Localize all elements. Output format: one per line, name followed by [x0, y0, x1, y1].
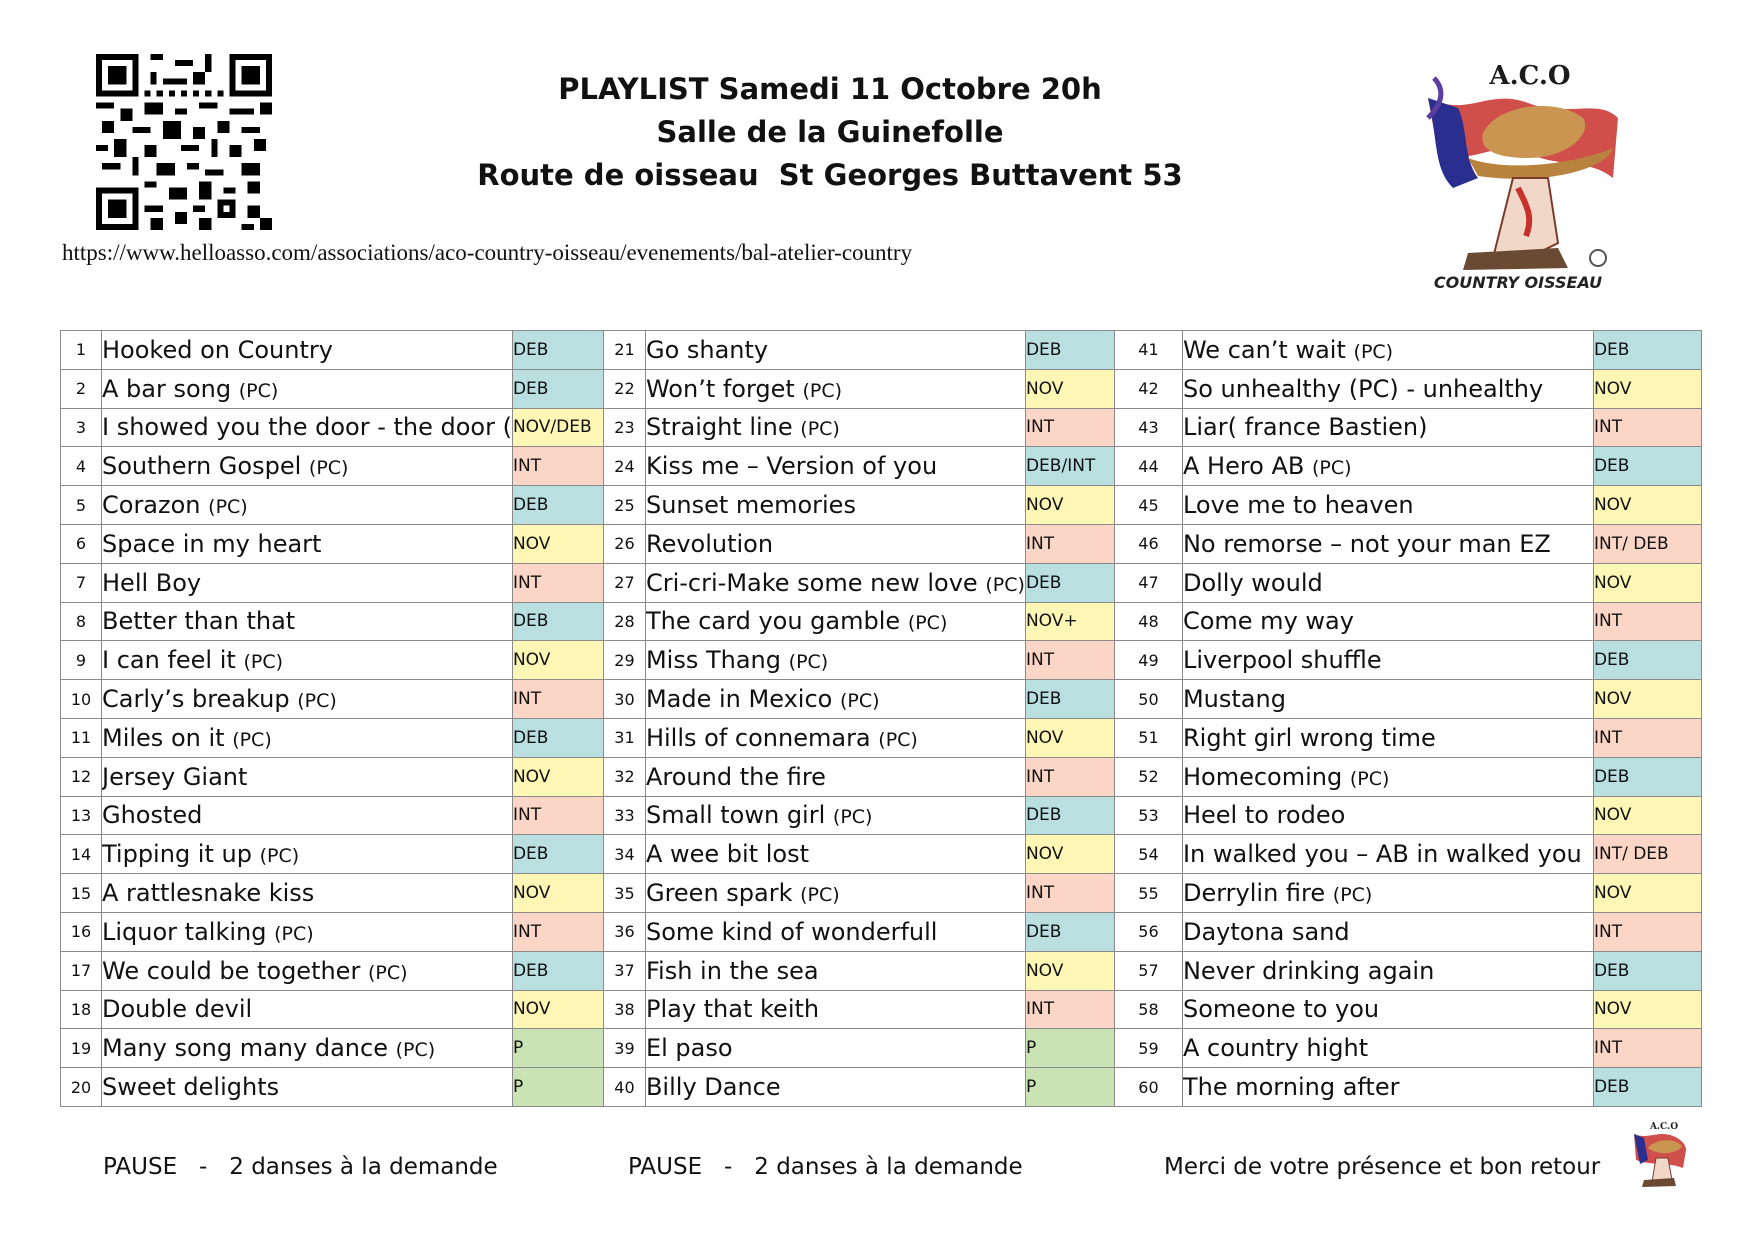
- song-number: 12: [61, 757, 102, 796]
- song-number: 22: [603, 369, 645, 408]
- song-number: 44: [1114, 447, 1182, 486]
- song-number: 53: [1114, 796, 1182, 835]
- song-title: [102, 1068, 513, 1107]
- pc-tag: (PC): [1312, 457, 1352, 480]
- song-number: 28: [603, 602, 645, 641]
- song-title: [1182, 408, 1593, 447]
- level-badge: INT/ DEB: [1593, 835, 1701, 874]
- song-title: [645, 563, 1025, 602]
- song-title-text: I showed you the door - the door (: [102, 413, 512, 442]
- song-number: 17: [61, 951, 102, 990]
- song-number: 52: [1114, 757, 1182, 796]
- song-title-text: Liverpool shuffle: [1182, 646, 1382, 675]
- song-title: [1182, 835, 1593, 874]
- song-title-text: A country hight: [1182, 1034, 1369, 1063]
- song-number: 24: [603, 447, 645, 486]
- song-number: 9: [61, 641, 102, 680]
- song-title: [102, 680, 513, 719]
- pc-tag: (PC): [395, 1039, 436, 1062]
- level-badge: NOV: [512, 524, 603, 563]
- level-badge: NOV: [512, 757, 603, 796]
- song-title-text: Daytona sand: [1182, 917, 1350, 946]
- song-number: 10: [61, 680, 102, 719]
- song-title: [1182, 796, 1593, 835]
- level-badge: DEB: [512, 369, 603, 408]
- event-title: PLAYLIST Samedi 11 Octobre 20h: [558, 72, 1102, 106]
- level-badge: DEB: [1025, 331, 1114, 370]
- table-row: [61, 718, 1702, 757]
- song-title-text: Corazon: [102, 491, 201, 520]
- song-number: 46: [1114, 524, 1182, 563]
- level-badge: NOV: [1025, 369, 1114, 408]
- table-row: [61, 835, 1702, 874]
- table-row: [61, 641, 1702, 680]
- song-title-text: A bar song: [102, 374, 232, 403]
- table-row: [61, 1068, 1702, 1107]
- song-number: 57: [1114, 951, 1182, 990]
- song-number: 32: [603, 757, 645, 796]
- table-row: [61, 331, 1702, 370]
- table-row: [61, 912, 1702, 951]
- logo-title: A.C.O: [1489, 61, 1571, 91]
- song-title: [102, 408, 513, 447]
- level-badge: NOV: [512, 990, 603, 1029]
- song-title-text: Homecoming: [1182, 762, 1343, 791]
- level-badge: INT: [1025, 641, 1114, 680]
- song-title: [1182, 718, 1593, 757]
- song-title-text: Sweet delights: [102, 1073, 280, 1102]
- song-number: 3: [61, 408, 102, 447]
- table-row: [61, 796, 1702, 835]
- level-badge: NOV: [1593, 486, 1701, 525]
- song-title: [1182, 641, 1593, 680]
- song-title: [1182, 912, 1593, 951]
- table-row: [61, 563, 1702, 602]
- song-title-text: Derrylin fire: [1182, 879, 1326, 908]
- song-number: 27: [603, 563, 645, 602]
- song-title: [1182, 951, 1593, 990]
- level-badge: NOV: [1593, 563, 1701, 602]
- qr-code-icon: [96, 54, 272, 230]
- song-title: [102, 835, 513, 874]
- level-badge: P: [1025, 1068, 1114, 1107]
- song-number: 60: [1114, 1068, 1182, 1107]
- pc-tag: (PC): [232, 728, 272, 751]
- level-badge: P: [512, 1068, 603, 1107]
- level-badge: INT: [512, 563, 603, 602]
- song-title: [1182, 757, 1593, 796]
- song-title: [645, 835, 1025, 874]
- song-title: [102, 874, 513, 913]
- song-title-text: Tipping it up: [102, 840, 252, 869]
- song-title: [1182, 680, 1593, 719]
- pc-tag: (PC): [259, 845, 300, 868]
- song-title: [645, 447, 1025, 486]
- pc-tag: (PC): [802, 379, 843, 402]
- song-title-text: Heel to rodeo: [1182, 801, 1346, 830]
- song-number: 2: [61, 369, 102, 408]
- song-title-text: Many song many dance: [102, 1034, 388, 1063]
- level-badge: INT/ DEB: [1593, 524, 1701, 563]
- table-row: [61, 408, 1702, 447]
- pause-note-2: PAUSE - 2 danses à la demande: [628, 1154, 1023, 1180]
- level-badge: NOV: [1593, 680, 1701, 719]
- level-badge: INT: [512, 447, 603, 486]
- song-title: [102, 602, 513, 641]
- pc-tag: (PC): [1349, 767, 1390, 790]
- song-number: 29: [603, 641, 645, 680]
- level-badge: INT: [512, 796, 603, 835]
- table-row: [61, 951, 1702, 990]
- song-number: 34: [603, 835, 645, 874]
- table-row: [61, 680, 1702, 719]
- pc-tag: (PC): [297, 690, 337, 713]
- level-badge: INT: [1025, 524, 1114, 563]
- level-badge: INT: [1593, 408, 1701, 447]
- pc-tag: (PC): [788, 651, 829, 674]
- song-title: [1182, 874, 1593, 913]
- song-title: [645, 1029, 1025, 1068]
- level-badge: DEB: [1593, 951, 1701, 990]
- song-number: 37: [603, 951, 645, 990]
- level-badge: DEB: [512, 331, 603, 370]
- song-title: [645, 1068, 1025, 1107]
- song-title-text: Dolly would: [1182, 568, 1323, 597]
- level-badge: NOV: [1025, 951, 1114, 990]
- level-badge: DEB: [1593, 757, 1701, 796]
- song-title-text: Go shanty: [645, 335, 769, 364]
- song-title-text: Made in Mexico: [645, 685, 833, 714]
- song-number: 39: [603, 1029, 645, 1068]
- song-number: 48: [1114, 602, 1182, 641]
- song-number: 49: [1114, 641, 1182, 680]
- song-title: [1182, 331, 1593, 370]
- level-badge: DEB: [1593, 1068, 1701, 1107]
- song-title: [645, 486, 1025, 525]
- venue-address: Route de oisseau St Georges Buttavent 53: [477, 158, 1183, 192]
- level-badge: INT: [1025, 408, 1114, 447]
- song-number: 41: [1114, 331, 1182, 370]
- song-title-text: Right girl wrong time: [1182, 723, 1436, 752]
- song-title-text: Revolution: [645, 529, 774, 558]
- song-title: [102, 369, 513, 408]
- song-title: [102, 331, 513, 370]
- song-title-text: Billy Dance: [645, 1073, 781, 1102]
- song-number: 19: [61, 1029, 102, 1068]
- pause-note-1: PAUSE - 2 danses à la demande: [103, 1154, 498, 1180]
- level-badge: NOV/DEB: [512, 408, 603, 447]
- table-row: [61, 486, 1702, 525]
- pc-tag: (PC): [208, 496, 248, 519]
- song-number: 15: [61, 874, 102, 913]
- aco-logo-icon: [1408, 58, 1630, 294]
- pc-tag: (PC): [274, 922, 314, 945]
- song-number: 55: [1114, 874, 1182, 913]
- song-title: [1182, 1068, 1593, 1107]
- song-title-text: Hell Boy: [102, 568, 202, 597]
- song-title: [102, 951, 513, 990]
- level-badge: NOV: [1593, 796, 1701, 835]
- song-number: 4: [61, 447, 102, 486]
- pc-tag: (PC): [238, 379, 279, 402]
- song-title: [645, 602, 1025, 641]
- song-title-text: Better than that: [102, 607, 296, 636]
- song-title-text: Small town girl: [645, 801, 826, 830]
- song-title: [102, 718, 513, 757]
- song-number: 11: [61, 718, 102, 757]
- song-number: 18: [61, 990, 102, 1029]
- song-title: [102, 1029, 513, 1068]
- song-title: [645, 524, 1025, 563]
- pc-tag: (PC): [832, 806, 873, 829]
- song-number: 5: [61, 486, 102, 525]
- song-title-text: Southern Gospel: [102, 452, 302, 481]
- song-title: [1182, 447, 1593, 486]
- table-row: [61, 874, 1702, 913]
- song-number: 31: [603, 718, 645, 757]
- song-number: 6: [61, 524, 102, 563]
- song-number: 8: [61, 602, 102, 641]
- level-badge: DEB: [512, 951, 603, 990]
- song-title: [645, 912, 1025, 951]
- venue-name: Salle de la Guinefolle: [656, 115, 1004, 149]
- aco-logo-small-icon: [1628, 1120, 1690, 1194]
- svg-text:A.C.O: A.C.O: [1649, 1122, 1679, 1132]
- song-number: 26: [603, 524, 645, 563]
- song-title-text: Kiss me – Version of you: [645, 452, 938, 481]
- song-number: 23: [603, 408, 645, 447]
- pc-tag: (PC): [243, 651, 284, 674]
- song-number: 59: [1114, 1029, 1182, 1068]
- logo-subtitle: COUNTRY OISSEAU: [1433, 273, 1603, 292]
- level-badge: DEB: [512, 486, 603, 525]
- level-badge: INT: [1593, 912, 1701, 951]
- table-row: [61, 524, 1702, 563]
- song-title-text: No remorse – not your man EZ: [1182, 529, 1551, 558]
- pc-tag: (PC): [907, 612, 948, 635]
- pc-tag: (PC): [1332, 884, 1373, 907]
- level-badge: NOV: [1025, 835, 1114, 874]
- song-number: 45: [1114, 486, 1182, 525]
- song-title: [1182, 486, 1593, 525]
- song-title-text: So unhealthy (PC) - unhealthy: [1182, 374, 1544, 403]
- song-number: 47: [1114, 563, 1182, 602]
- song-title-text: Some kind of wonderfull: [645, 917, 938, 946]
- song-title-text: Miss Thang: [645, 646, 782, 675]
- song-number: 54: [1114, 835, 1182, 874]
- level-badge: DEB/INT: [1025, 447, 1114, 486]
- level-badge: NOV: [512, 874, 603, 913]
- level-badge: INT: [512, 680, 603, 719]
- song-title-text: Fish in the sea: [645, 956, 819, 985]
- song-title-text: Sunset memories: [645, 491, 856, 520]
- level-badge: INT: [512, 912, 603, 951]
- level-badge: DEB: [1025, 796, 1114, 835]
- song-title: [102, 524, 513, 563]
- song-title-text: Cri-cri-Make some new love: [645, 568, 978, 597]
- pc-tag: (PC): [800, 418, 840, 441]
- song-title-text: Green spark: [645, 879, 793, 908]
- song-number: 50: [1114, 680, 1182, 719]
- song-title: [102, 563, 513, 602]
- table-row: [61, 369, 1702, 408]
- level-badge: DEB: [1025, 680, 1114, 719]
- song-number: 16: [61, 912, 102, 951]
- song-number: 36: [603, 912, 645, 951]
- song-title: [645, 718, 1025, 757]
- level-badge: INT: [1025, 757, 1114, 796]
- level-badge: NOV: [1025, 718, 1114, 757]
- song-title: [1182, 602, 1593, 641]
- song-title: [645, 796, 1025, 835]
- event-header: [330, 68, 1330, 197]
- song-title-text: Around the fire: [645, 762, 826, 791]
- song-title: [645, 874, 1025, 913]
- table-row: [61, 1029, 1702, 1068]
- song-number: 33: [603, 796, 645, 835]
- song-title-text: Liquor talking: [102, 917, 267, 946]
- song-title: [102, 486, 513, 525]
- table-row: [61, 602, 1702, 641]
- level-badge: NOV: [512, 641, 603, 680]
- level-badge: NOV: [1593, 874, 1701, 913]
- song-title: [102, 990, 513, 1029]
- song-title-text: Won’t forget: [645, 374, 795, 403]
- song-title: [645, 641, 1025, 680]
- song-title-text: Carly’s breakup: [102, 685, 290, 714]
- song-title: [645, 951, 1025, 990]
- playlist-table: [60, 330, 1702, 1107]
- song-number: 1: [61, 331, 102, 370]
- pc-tag: (PC): [367, 961, 408, 984]
- song-number: 38: [603, 990, 645, 1029]
- song-number: 7: [61, 563, 102, 602]
- song-title: [645, 757, 1025, 796]
- song-number: 51: [1114, 718, 1182, 757]
- song-title-text: Play that keith: [645, 995, 820, 1024]
- song-title-text: Jersey Giant: [102, 762, 248, 791]
- level-badge: NOV: [1593, 990, 1701, 1029]
- level-badge: DEB: [1593, 331, 1701, 370]
- pc-tag: (PC): [878, 728, 918, 751]
- song-title: [102, 757, 513, 796]
- song-title-text: Love me to heaven: [1182, 491, 1414, 520]
- song-title-text: Ghosted: [102, 801, 203, 830]
- song-title-text: We could be together: [102, 956, 361, 985]
- level-badge: INT: [1593, 718, 1701, 757]
- song-title-text: Hooked on Country: [102, 335, 333, 364]
- song-number: 56: [1114, 912, 1182, 951]
- song-title: [102, 447, 513, 486]
- song-title-text: Hills of connemara: [645, 723, 871, 752]
- song-title-text: We can’t wait: [1182, 335, 1346, 364]
- level-badge: DEB: [1593, 641, 1701, 680]
- level-badge: NOV: [1025, 486, 1114, 525]
- song-title: [645, 990, 1025, 1029]
- song-title-text: In walked you – AB in walked you: [1182, 840, 1582, 869]
- thanks-note: Merci de votre présence et bon retour: [1164, 1154, 1601, 1180]
- song-title: [645, 680, 1025, 719]
- song-title: [645, 408, 1025, 447]
- song-title: [102, 641, 513, 680]
- song-title-text: Straight line: [645, 413, 793, 442]
- level-badge: NOV+: [1025, 602, 1114, 641]
- pc-tag: (PC): [1353, 340, 1394, 363]
- song-number: 13: [61, 796, 102, 835]
- song-title-text: Double devil: [102, 995, 253, 1024]
- song-number: 21: [603, 331, 645, 370]
- song-title: [645, 331, 1025, 370]
- song-title: [1182, 1029, 1593, 1068]
- pc-tag: (PC): [800, 884, 840, 907]
- level-badge: P: [512, 1029, 603, 1068]
- song-number: 14: [61, 835, 102, 874]
- level-badge: INT: [1025, 874, 1114, 913]
- song-title: [1182, 990, 1593, 1029]
- song-title-text: A rattlesnake kiss: [102, 879, 315, 908]
- level-badge: P: [1025, 1029, 1114, 1068]
- song-number: 42: [1114, 369, 1182, 408]
- level-badge: INT: [1593, 602, 1701, 641]
- pc-tag: (PC): [839, 690, 880, 713]
- song-number: 25: [603, 486, 645, 525]
- pc-tag: (PC): [308, 457, 349, 480]
- song-title-text: The morning after: [1182, 1073, 1400, 1102]
- level-badge: NOV: [1593, 369, 1701, 408]
- song-title-text: Miles on it: [102, 723, 225, 752]
- level-badge: INT: [1593, 1029, 1701, 1068]
- level-badge: DEB: [512, 718, 603, 757]
- song-number: 43: [1114, 408, 1182, 447]
- song-number: 40: [603, 1068, 645, 1107]
- song-number: 30: [603, 680, 645, 719]
- level-badge: DEB: [512, 602, 603, 641]
- song-title-text: The card you gamble: [645, 607, 901, 636]
- song-number: 20: [61, 1068, 102, 1107]
- pc-tag: (PC): [985, 573, 1025, 596]
- song-number: 58: [1114, 990, 1182, 1029]
- table-row: [61, 757, 1702, 796]
- song-title-text: Space in my heart: [102, 529, 322, 558]
- song-title-text: Come my way: [1182, 607, 1354, 636]
- song-title-text: Someone to you: [1182, 995, 1380, 1024]
- event-url[interactable]: https://www.helloasso.com/associations/aco-country-oisseau/evenements/bal-atelier-country: [62, 240, 913, 265]
- level-badge: DEB: [1025, 563, 1114, 602]
- song-title-text: Never drinking again: [1182, 956, 1435, 985]
- level-badge: INT: [1025, 990, 1114, 1029]
- song-title: [645, 369, 1025, 408]
- table-row: [61, 447, 1702, 486]
- song-title: [1182, 369, 1593, 408]
- song-title-text: A wee bit lost: [645, 840, 810, 869]
- level-badge: DEB: [1025, 912, 1114, 951]
- song-number: 35: [603, 874, 645, 913]
- song-title-text: A Hero AB: [1182, 452, 1305, 481]
- song-title: [1182, 524, 1593, 563]
- song-title-text: Mustang: [1182, 685, 1286, 714]
- song-title: [102, 796, 513, 835]
- song-title: [102, 912, 513, 951]
- song-title-text: Liar( france Bastien): [1182, 413, 1428, 442]
- song-title-text: I can feel it: [102, 646, 236, 675]
- level-badge: DEB: [1593, 447, 1701, 486]
- song-title: [1182, 563, 1593, 602]
- level-badge: DEB: [512, 835, 603, 874]
- table-row: [61, 990, 1702, 1029]
- song-title-text: El paso: [645, 1034, 733, 1063]
